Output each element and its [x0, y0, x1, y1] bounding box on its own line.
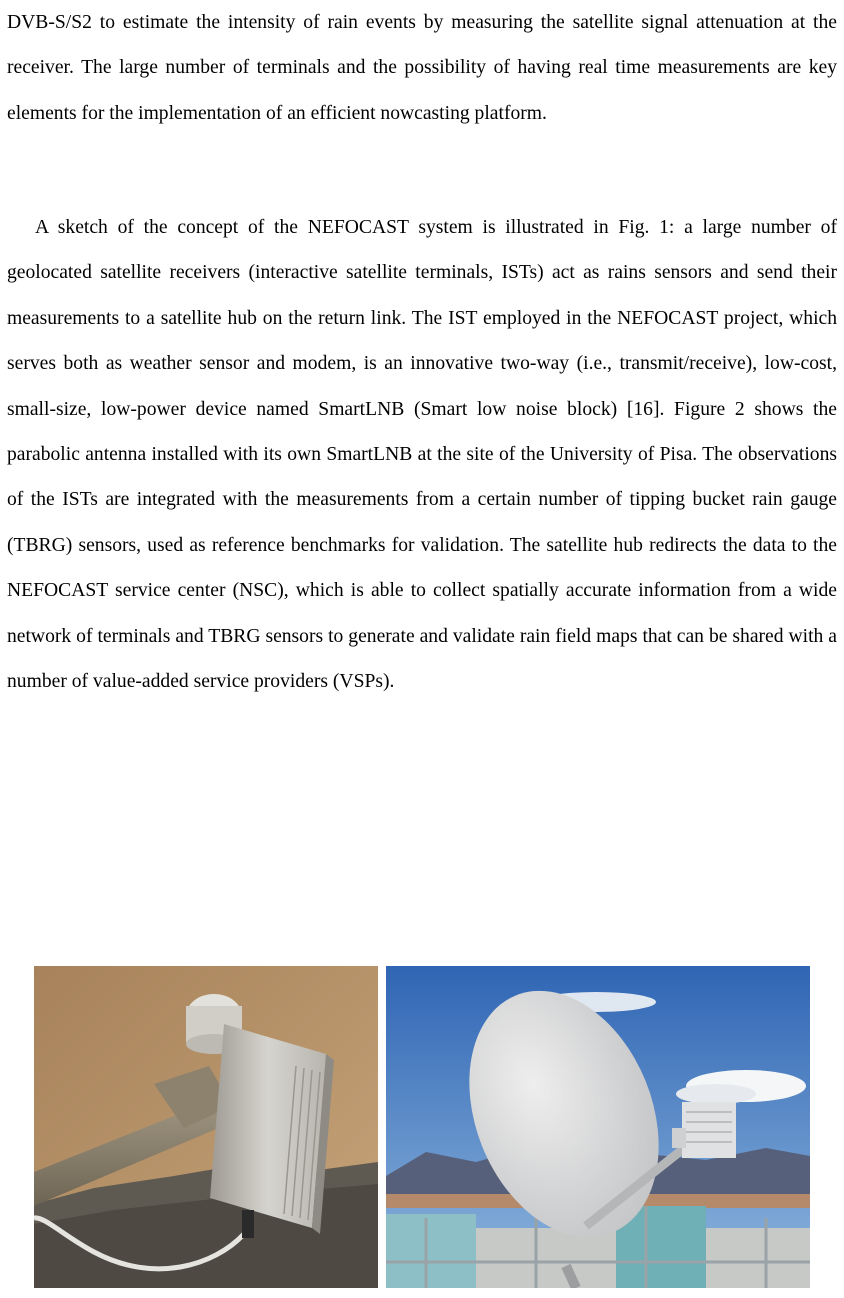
- parabolic-antenna-photo: [386, 966, 810, 1288]
- body-paragraph-2: A sketch of the concept of the NEFOCAST system is illustrated in Fig. 1: a large number of geolocated satellite receivers (interactive satellite terminals, ISTs) act as rains sensors and send their measurements to a satellite hub on the return link. The IST employed in the NEFOCAST project, which serves both as weather sensor and modem, is an innovative two-way (i.e., transmit/receive), low-cost, small-size, low-power device named SmartLNB (Smart low noise block) [16]. Figure 2 shows the parabolic antenna installed with its own SmartLNB at the site of the University of Pisa. The observations of the ISTs are integrated with the measurements from a certain number of tipping bucket rain gauge (TBRG) sensors, used as reference benchmarks for validation. The satellite hub redirects the data to the NEFOCAST service center (NSC), which is able to collect spatially accurate information from a wide network of terminals and TBRG sensors to generate and validate rain field maps that can be shared with a number of value-added service providers (VSPs).: [7, 217, 837, 693]
- smartlnb-device-photo: [34, 966, 378, 1288]
- body-paragraph-1: DVB-S/S2 to estimate the intensity of rain events by measuring the satellite signal attenuation at the receiver. The large number of terminals and the possibility of having real time measurements are key elements for the implementation of an efficient nowcasting platform.: [7, 12, 837, 124]
